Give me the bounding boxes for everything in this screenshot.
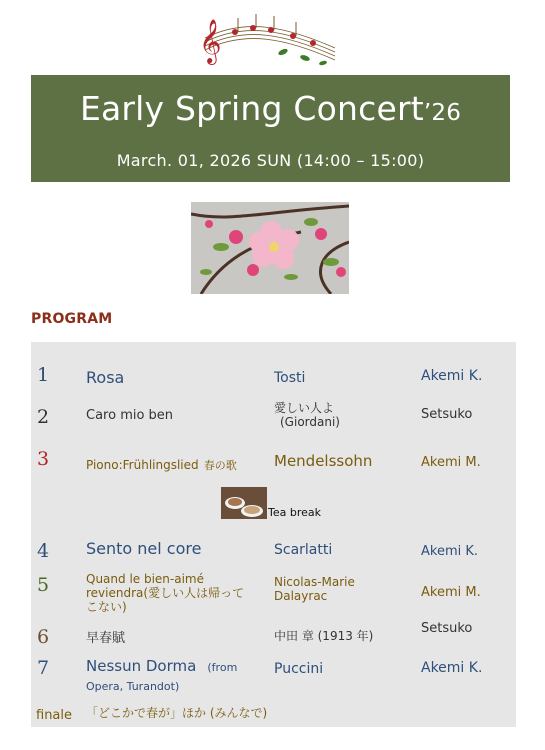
- program-performer: Akemi M.: [421, 585, 481, 600]
- finale-text: 「どこかで春が」ほか (みんなで): [86, 706, 268, 720]
- program-performer: Akemi M.: [421, 455, 481, 470]
- program-performer: Akemi K.: [421, 660, 483, 676]
- program-performer: Akemi K.: [421, 368, 483, 384]
- concert-title-year: ’26: [423, 100, 462, 126]
- finale-label: finale: [36, 708, 73, 723]
- concert-title: [31, 89, 510, 128]
- program-title: Rosa: [86, 368, 125, 387]
- program-number: 7: [37, 657, 50, 679]
- cherry-blossom-photo: [191, 202, 349, 294]
- program-composer: Tosti: [274, 370, 306, 386]
- program-title: Caro mio ben: [86, 408, 174, 423]
- program-number: 6: [37, 626, 50, 648]
- program-heading: PROGRAM: [31, 311, 113, 327]
- program-number: 1: [37, 364, 50, 386]
- program-title: Sento nel core: [86, 539, 202, 558]
- concert-date: March. 01, 2026 SUN (14:00 – 15:00): [116, 151, 425, 170]
- program-performer: Setsuko: [421, 621, 473, 636]
- program-performer: Setsuko: [421, 407, 473, 422]
- program-composer: Nicolas-Marie Dalayrac: [274, 575, 355, 603]
- program-list: [31, 342, 516, 727]
- program-number: 2: [37, 406, 50, 428]
- concert-title-main: Early Spring Concert: [79, 89, 424, 128]
- program-composer: Puccini: [274, 661, 324, 677]
- title-banner: [31, 75, 510, 182]
- music-notes-ornament: [195, 8, 345, 70]
- tea-break-label: Tea break: [268, 506, 321, 519]
- svg-text:𝄞: 𝄞: [199, 19, 222, 63]
- program-title-main: Nessun Dorma: [86, 657, 197, 675]
- program-title: Quand le bien-aimé reviendra(愛しい人は帰ってこない): [86, 572, 245, 614]
- program-composer: [274, 401, 340, 429]
- program-number: 5: [37, 574, 50, 596]
- program-composer: Mendelssohn: [274, 452, 373, 470]
- program-title: [86, 656, 266, 694]
- program-title-suffix: 春の歌: [203, 459, 237, 472]
- program-composer: Scarlatti: [274, 542, 333, 558]
- program-title: [86, 454, 237, 473]
- program-title-main: Piono:Frühlingslied: [86, 458, 199, 472]
- program-number: 3: [37, 448, 50, 470]
- coffee-cups-photo: [221, 487, 267, 519]
- program-title: 早春賦: [86, 631, 126, 646]
- program-composer-line1: 愛しい人よ: [274, 401, 335, 415]
- program-composer-line2: (Giordani): [280, 415, 340, 429]
- program-title-note: (from Opera, Turandot): [86, 661, 238, 693]
- program-number: 4: [37, 540, 50, 562]
- program-composer: 中田 章 (1913 年): [274, 629, 374, 643]
- program-performer: Akemi K.: [421, 544, 479, 559]
